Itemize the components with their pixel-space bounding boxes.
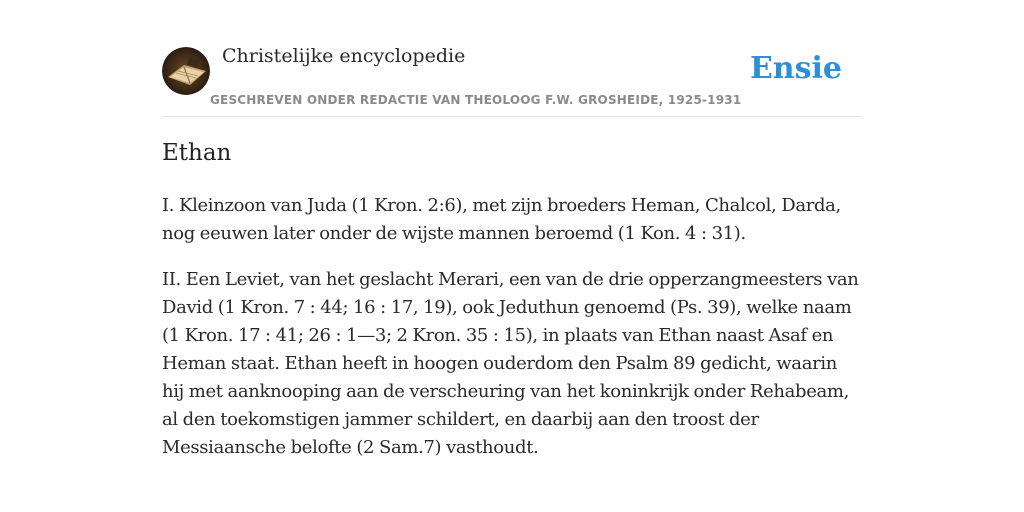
source-header <box>162 0 862 117</box>
book-image-icon <box>162 47 210 95</box>
article-body <box>162 192 862 480</box>
source-subtitle: GESCHREVEN ONDER REDACTIE VAN THEOLOOG F.W. GROSHEIDE, 1925-1931 <box>210 93 742 107</box>
source-avatar[interactable] <box>162 47 210 95</box>
brand-logo[interactable]: Ensie <box>749 51 842 86</box>
article-title: Ethan <box>162 140 232 166</box>
source-title[interactable]: Christelijke encyclopedie <box>222 45 466 67</box>
article-paragraph-2: II. Een Leviet, van het geslacht Merari, een van de drie opperzangmeesters van David (1 Kron. 7 : 44; 16 : 17, 19), ook Jeduthun genoemd (Ps. 39), welke naam (1 Kron. 17 : 41; 26 : 1—3; 2 Kron. 35 : 15), in plaats van Ethan naast Asaf en Heman staat. Ethan heeft in hoogen ouderdom den Psalm 89 gedicht, waarin hij met aanknooping aan de verscheuring van het koninkrijk onder Rehabeam, al den toekomstigen jammer schildert, en daarbij aan den troost der Messiaansche belofte (2 Sam.7) vasthoudt. <box>162 269 859 458</box>
article-paragraph-1: I. Kleinzoon van Juda (1 Kron. 2:6), met zijn broeders Heman, Chalcol, Darda, nog eeuwen later onder de wijste mannen beroemd (1 Kon. 4 : 31). <box>162 195 841 244</box>
page-container <box>162 0 862 458</box>
